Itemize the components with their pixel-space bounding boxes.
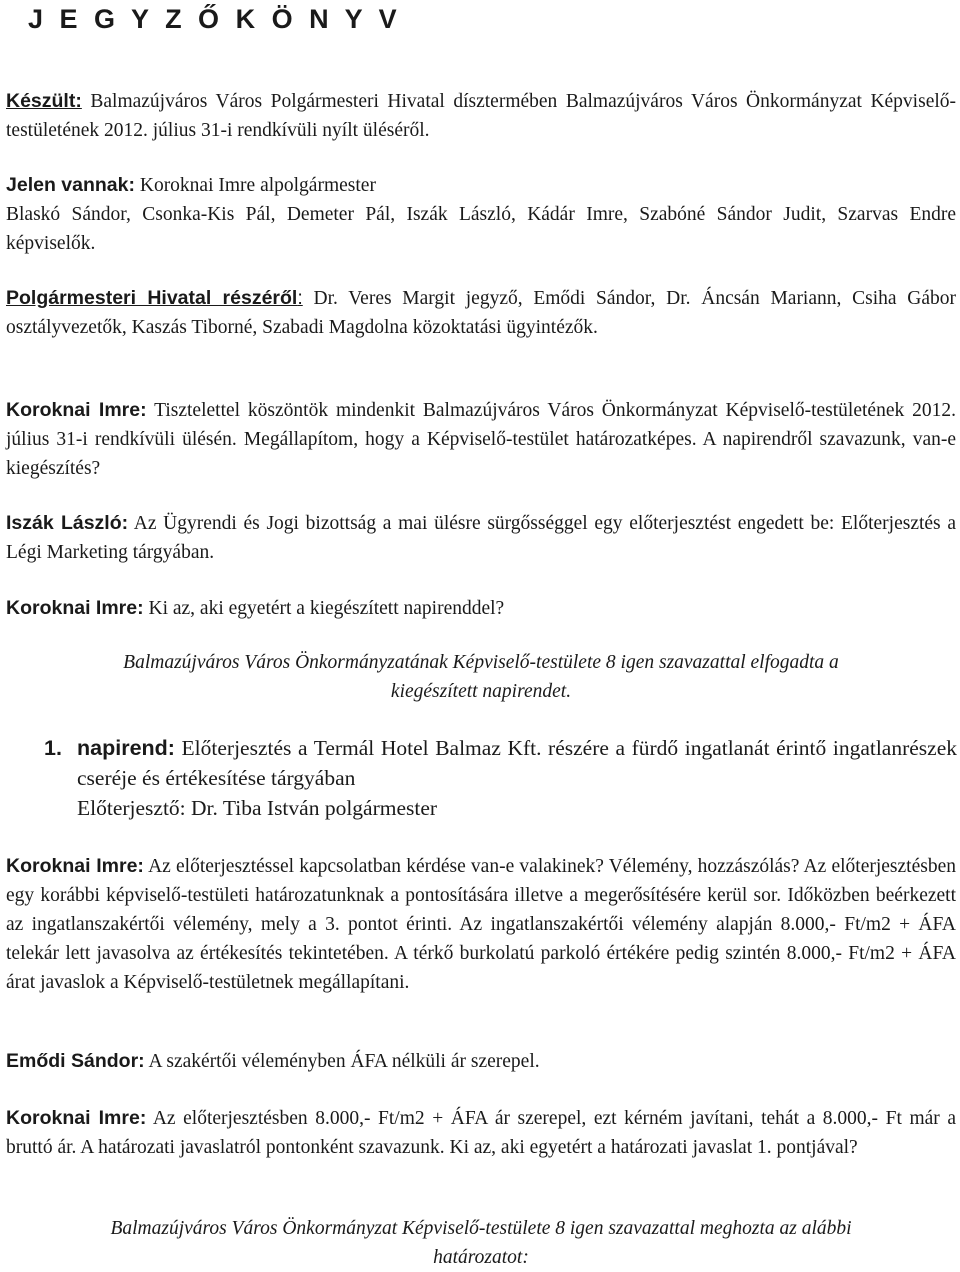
speech-text: Az előterjesztésben 8.000,- Ft/m2 + ÁFA ár szerepel, ezt kérném javítani, tehát a 8.000,- Ft már a bruttó ár. A határozati javaslatról pontonként szavazunk. Ki az, aki egyetért a határozati javaslat 1. pontjával? bbox=[6, 1108, 956, 1158]
speaker-label: Iszák László: bbox=[6, 512, 129, 534]
speaker-label: Emődi Sándor: bbox=[6, 1050, 145, 1072]
hivatal-paragraph bbox=[6, 284, 956, 342]
agenda-label: napirend: bbox=[77, 736, 175, 760]
hivatal-label: Polgármesteri Hivatal részéről bbox=[6, 287, 298, 309]
speech-koroknai-4 bbox=[6, 1104, 956, 1162]
speaker-label: Koroknai Imre: bbox=[6, 597, 144, 619]
decision-napirend bbox=[6, 648, 956, 706]
document-title: J E G Y Z Ő K Ö N Y V bbox=[28, 4, 401, 34]
jelen-paragraph bbox=[6, 171, 956, 258]
decision-line1: Balmazújváros Város Önkormányzatának Képviselő-testülete 8 igen szavazattal elfogadta a bbox=[123, 652, 839, 673]
hivatal-colon: : bbox=[297, 287, 303, 309]
agenda-number: 1. bbox=[44, 736, 62, 760]
speech-text: A szakértői véleményben ÁFA nélküli ár szerepel. bbox=[148, 1051, 540, 1072]
decision-hatarozat bbox=[6, 1214, 956, 1272]
keszult-label: Készült: bbox=[6, 90, 82, 112]
agenda-presenter: Előterjesztő: Dr. Tiba István polgármester bbox=[77, 796, 438, 820]
speech-iszak bbox=[6, 509, 956, 567]
jelen-line2: Blaskó Sándor, Csonka-Kis Pál, Demeter Pál, Iszák László, Kádár Imre, Szabóné Sándor Judit, Szarvas Endre képviselők. bbox=[6, 204, 956, 254]
speech-koroknai-2 bbox=[6, 594, 956, 623]
speech-text: Az előterjesztéssel kapcsolatban kérdése van-e valakinek? Vélemény, hozzászólás? Az előterjesztésben egy korábbi képviselő-testületi határozatunknak a pontosítására illetve a megerősítésére kerül sor. Időközben beérkezett az ingatlanszakértői vélemény, mely a 3. pontot érinti. Az ingatlanszakértői vélemény alapján 8.000,- Ft/m2 + ÁFA telekár lett javasolva az értékesítés tekintetében. A térkő burkolatú parkoló értékére pedig szintén 8.000,- Ft/m2 + ÁFA árat javaslok a Képviselő-testületnek megállapítani. bbox=[6, 856, 956, 993]
jelen-label: Jelen vannak: bbox=[6, 174, 135, 196]
decision-line2: kiegészített napirendet. bbox=[390, 681, 572, 702]
decision-line1: Balmazújváros Város Önkormányzat Képviselő-testülete 8 igen szavazattal meghozta az alábbi bbox=[110, 1218, 852, 1239]
agenda-item bbox=[77, 733, 957, 793]
keszult-text: Balmazújváros Város Polgármesteri Hivatal dísztermében Balmazújváros Város Önkormányzat Képviselő-testületének 2012. július 31-i rendkívüli nyílt üléséről. bbox=[6, 91, 957, 141]
keszult-paragraph bbox=[6, 87, 956, 145]
hivatal-text: Dr. Veres Margit jegyző, Emődi Sándor, Dr. Áncsán Mariann, Csiha Gábor osztályvezetők, Kaszás Tiborné, Szabadi Magdolna közoktatási ügyintézők. bbox=[6, 288, 956, 338]
speech-koroknai-3 bbox=[6, 852, 956, 997]
speaker-label: Koroknai Imre: bbox=[6, 1107, 147, 1129]
speech-text: Tisztelettel köszöntök mindenkit Balmazújváros Város Önkormányzat Képviselő-testületének 2012. július 31-i rendkívüli ülésén. Megállapítom, hogy a Képviselő-testület határozatképes. A napirendről szavazunk, van-e kiegészítés? bbox=[6, 400, 956, 479]
agenda-text: Előterjesztés a Termál Hotel Balmaz Kft. részére a fürdő ingatlanát érintő ingatlanrészek cseréje és értékesítése tárgyában bbox=[77, 736, 958, 790]
speech-text: Az Ügyrendi és Jogi bizottság a mai ülésre sürgősséggel egy előterjesztést engedett be: Előterjesztés a Légi Marketing tárgyában. bbox=[6, 513, 956, 563]
decision-line2: határozatot: bbox=[433, 1247, 529, 1268]
speaker-label: Koroknai Imre: bbox=[6, 855, 144, 877]
speech-koroknai-1 bbox=[6, 396, 956, 483]
speaker-label: Koroknai Imre: bbox=[6, 399, 147, 421]
speech-text: Ki az, aki egyetért a kiegészített napirenddel? bbox=[148, 598, 505, 619]
speech-emodi bbox=[6, 1047, 956, 1076]
jelen-line1: Koroknai Imre alpolgármester bbox=[139, 175, 376, 196]
